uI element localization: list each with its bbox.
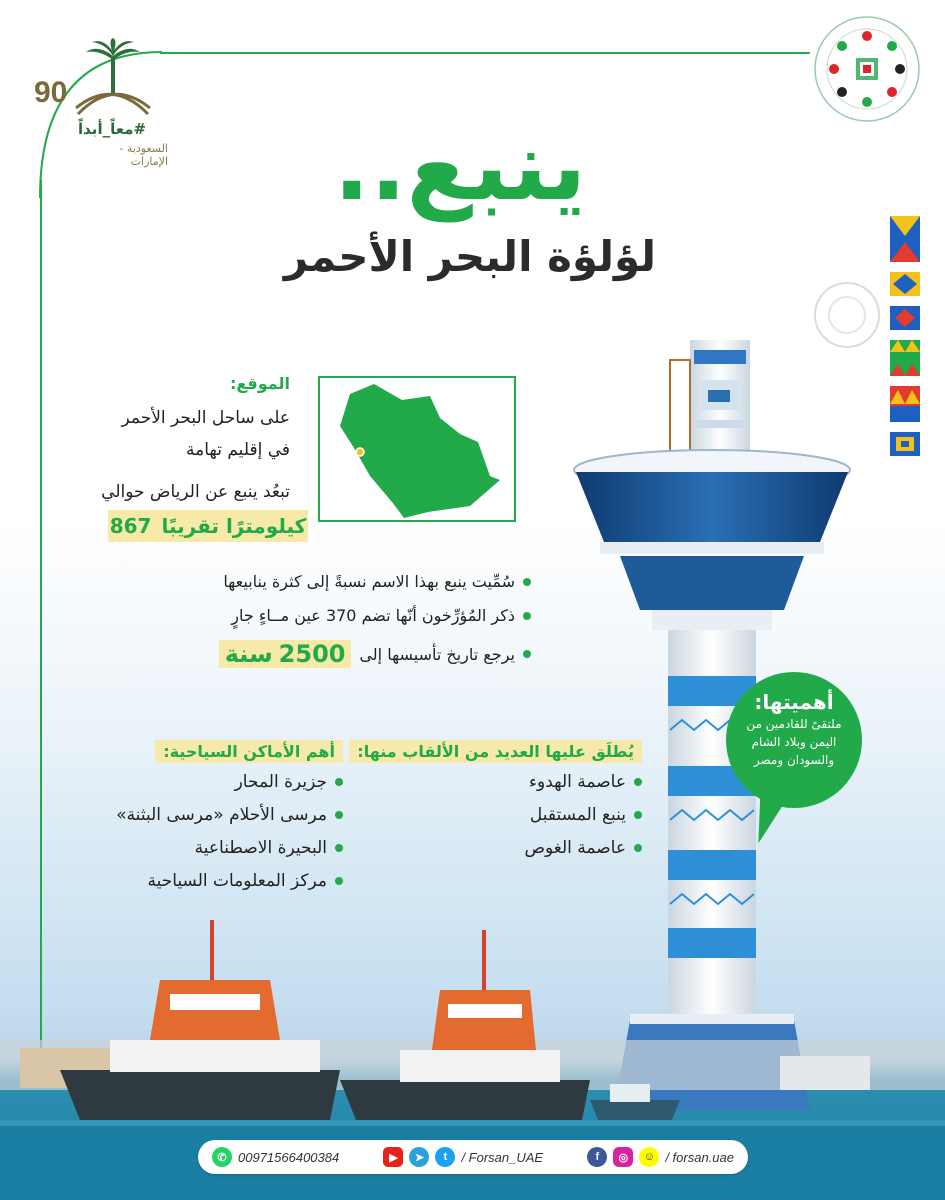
title-item-text: ينبع المستقبل (529, 805, 626, 825)
importance-line-3: والسودان ومصر (753, 753, 835, 768)
founding-fact (219, 640, 531, 668)
pattern-tile (890, 216, 920, 262)
place-item-text: البحيرة الاصطناعية (194, 838, 327, 858)
saudi-map-box (318, 376, 516, 522)
place-item-text: مركز المعلومات السياحية (147, 871, 327, 891)
page-subtitle: لؤلؤة البحر الأحمر (283, 232, 657, 281)
twitter-icon[interactable]: t (435, 1147, 455, 1167)
pattern-tile (890, 272, 920, 296)
location-line-2: في إقليم تهامة (186, 440, 290, 460)
palm-swords-icon (68, 38, 158, 120)
place-item-text: مرسى الأحلام «مرسى البثنة» (116, 805, 327, 825)
places-heading: أهم الأماكن السياحية: (155, 740, 343, 763)
title-item-text: عاصمة الغوص (524, 838, 626, 858)
logo-90-number: 90 (34, 76, 68, 109)
snapchat-icon[interactable]: ☺ (639, 1147, 659, 1167)
place-item-text: جزيرة المحار (234, 772, 327, 792)
fact-item (231, 606, 531, 625)
footer-handle1-group (383, 1147, 543, 1167)
bullet-icon (335, 778, 343, 786)
forsan-logo (812, 14, 922, 124)
importance-heading: أهميتها: (754, 690, 834, 714)
saudi-uae-90-logo (28, 38, 168, 168)
youtube-icon[interactable]: ▶ (383, 1147, 403, 1167)
founding-unit: سنة (224, 640, 273, 668)
page-title: ينبع.. (333, 110, 587, 222)
distance-value: 867 (109, 514, 152, 538)
saudi-map-icon (320, 378, 514, 520)
location-line-3: تبعُد ينبع عن الرياض حوالي (101, 482, 290, 502)
facebook-icon[interactable]: f (587, 1147, 607, 1167)
importance-line-1: ملتقىً للقادمين من (746, 717, 842, 731)
founding-prefix: يرجع تاريخ تأسيسها إلى (359, 644, 515, 664)
yanbu-marker-icon (356, 448, 364, 456)
footer-phone[interactable]: 00971566400384 (238, 1149, 340, 1165)
fact-text: سُمِّيت ينبع بهذا الاسم نسبةً إلى كثرة ينابيعها (223, 572, 515, 591)
title-item (524, 838, 642, 858)
bullet-icon (335, 844, 343, 852)
bullet-icon (523, 578, 531, 586)
title-item (530, 805, 642, 825)
fact-text: ذكر المُؤرِّخون أنّها تضم 370 عين مــاءٍ جارٍ (231, 606, 515, 625)
location-line-1: على ساحل البحر الأحمر (121, 408, 290, 428)
pattern-tile (890, 340, 920, 376)
place-item (116, 805, 343, 825)
titles-heading: يُطلَق عليها العديد من الألقاب منها: (349, 740, 642, 763)
instagram-icon[interactable]: ◎ (613, 1147, 633, 1167)
footer-handle-2[interactable]: / forsan.uae (665, 1149, 734, 1165)
pattern-tile (890, 432, 920, 456)
title-item (529, 772, 642, 792)
bullet-icon (634, 778, 642, 786)
place-item (147, 871, 343, 891)
logo-countries: السعودية - الإمارات (119, 142, 168, 168)
title-item-text: عاصمة الهدوء (529, 772, 626, 792)
bullet-icon (335, 811, 343, 819)
distance-badge (108, 510, 308, 542)
fact-item (223, 572, 531, 591)
whatsapp-icon[interactable]: ✆ (212, 1147, 232, 1167)
pattern-tile (890, 306, 920, 330)
importance-bubble (726, 672, 862, 808)
bullet-icon (523, 612, 531, 620)
bullet-icon (335, 877, 343, 885)
footer-handle2-group (587, 1147, 734, 1167)
founding-value: 2500 (278, 640, 346, 668)
location-heading: الموقع: (229, 374, 290, 393)
telegram-icon[interactable]: ➤ (409, 1147, 429, 1167)
social-footer (198, 1140, 748, 1174)
bullet-icon (634, 811, 642, 819)
distance-unit: كيلومترًا تقريبًا (161, 514, 307, 538)
footer-phone-group (212, 1147, 339, 1167)
logo-hashtag: #معاً_أبداً (78, 120, 147, 138)
importance-line-2: اليمن وبلاد الشام (751, 735, 837, 750)
place-item (195, 838, 343, 858)
footer-handle-1[interactable]: / Forsan_UAE (461, 1149, 544, 1165)
frame-line-top (160, 52, 810, 54)
founding-badge (219, 640, 352, 668)
bullet-icon (523, 650, 531, 658)
sadu-pattern-strip (890, 216, 920, 466)
bullet-icon (634, 844, 642, 852)
pattern-tile (890, 386, 920, 422)
place-item (235, 772, 343, 792)
